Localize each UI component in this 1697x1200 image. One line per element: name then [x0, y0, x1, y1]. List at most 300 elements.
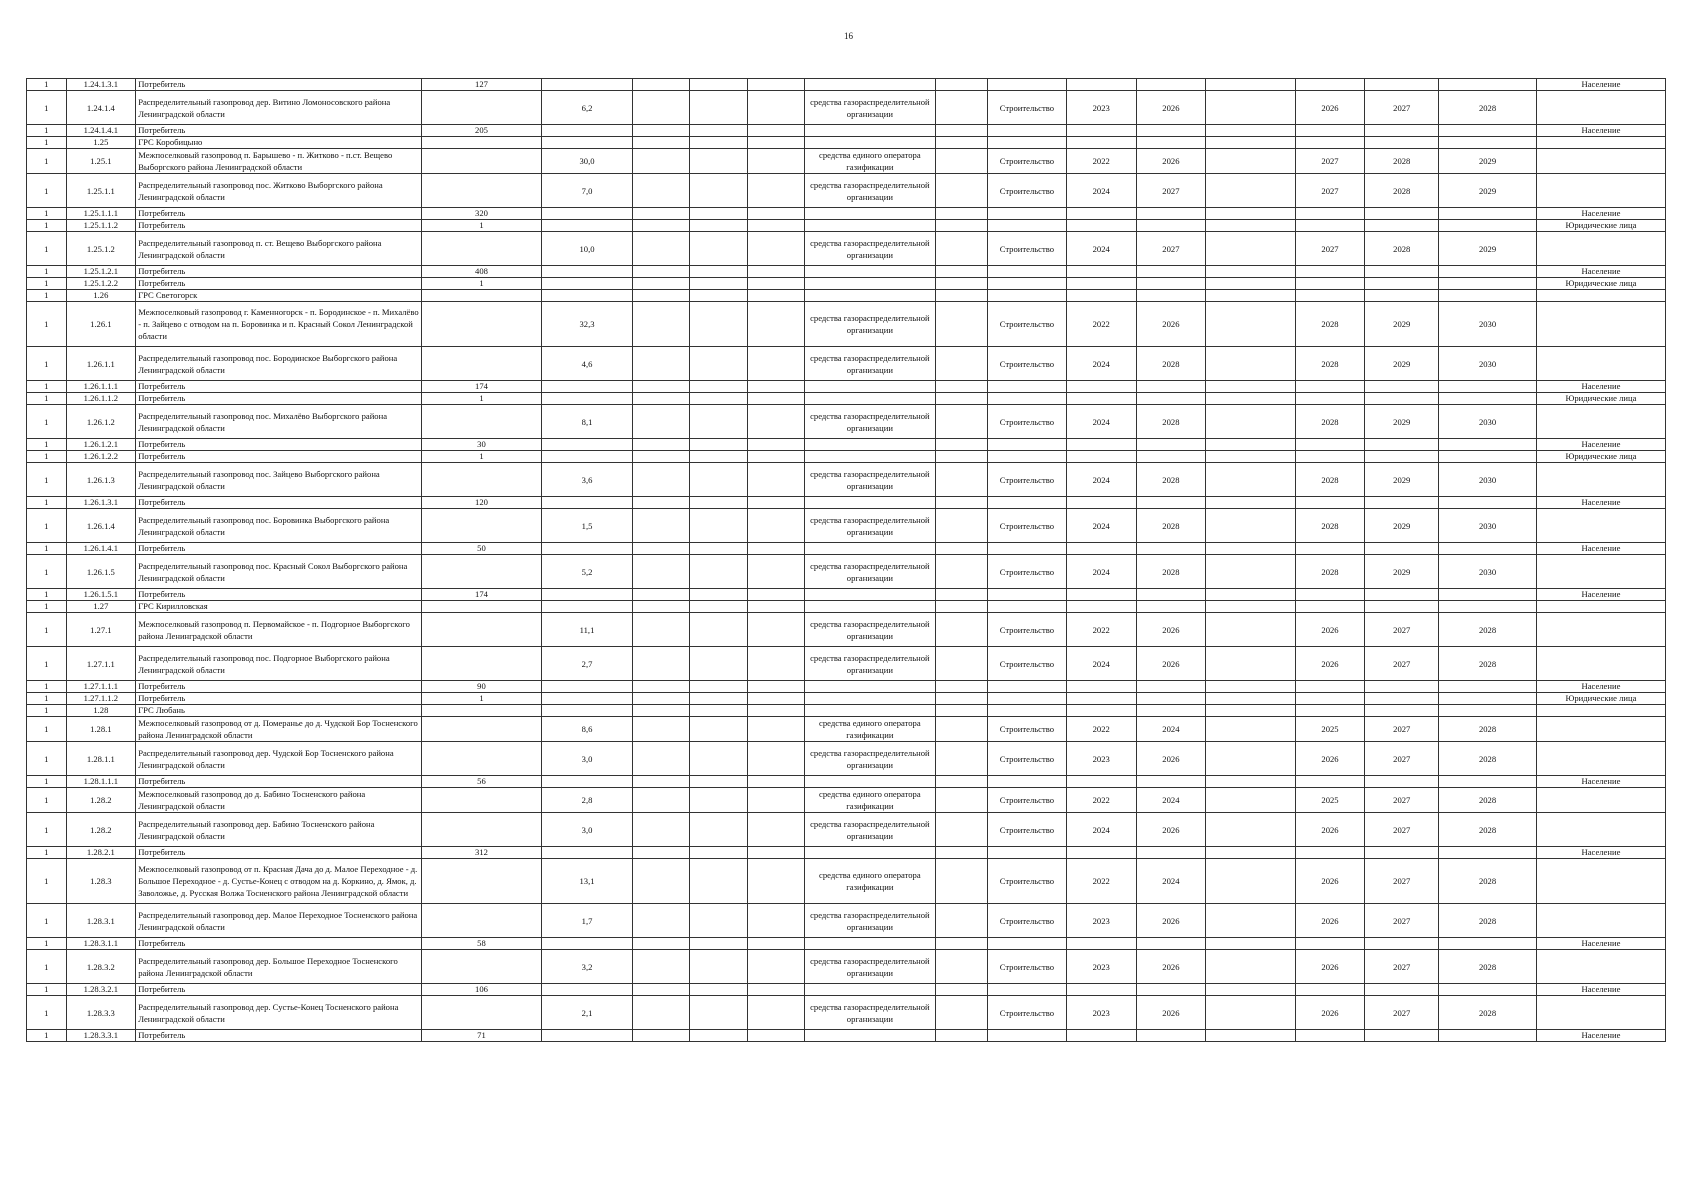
year-cell — [1295, 681, 1365, 693]
empty-cell — [633, 174, 690, 208]
length-cell — [541, 543, 633, 555]
table-row — [27, 278, 1666, 290]
year-cell: 2024 — [1066, 405, 1136, 439]
year-cell — [1295, 543, 1365, 555]
year-cell: 2028 — [1439, 950, 1537, 984]
length-cell — [541, 393, 633, 405]
row-code-cell: 1.28.3 — [66, 859, 136, 904]
funding-source-cell: средства газораспределительной организации — [804, 347, 935, 381]
year-cell — [1295, 938, 1365, 950]
empty-cell — [1206, 813, 1295, 847]
year-cell: 2028 — [1439, 613, 1537, 647]
empty-cell — [633, 613, 690, 647]
work-type-cell — [987, 439, 1066, 451]
work-type-cell — [987, 220, 1066, 232]
consumer-category-cell — [1536, 302, 1665, 347]
work-type-cell: Строительство — [987, 509, 1066, 543]
row-code-cell: 1.27.1.1.2 — [66, 693, 136, 705]
table-row — [27, 91, 1666, 125]
empty-cell — [690, 509, 747, 543]
row-name-cell: Потребитель — [136, 451, 422, 463]
row-code-cell: 1.26.1.4.1 — [66, 543, 136, 555]
empty-cell — [935, 681, 987, 693]
consumer-count-cell: 30 — [422, 439, 542, 451]
year-cell: 2024 — [1066, 509, 1136, 543]
empty-cell — [747, 717, 804, 742]
empty-cell — [935, 788, 987, 813]
funding-source-cell — [804, 266, 935, 278]
row-number-cell: 1 — [27, 996, 67, 1030]
row-number-cell: 1 — [27, 813, 67, 847]
consumer-category-cell — [1536, 174, 1665, 208]
row-code-cell: 1.24.1.4.1 — [66, 125, 136, 137]
empty-cell — [690, 717, 747, 742]
year-cell — [1136, 1030, 1206, 1042]
empty-cell — [633, 451, 690, 463]
empty-cell — [935, 705, 987, 717]
empty-cell — [633, 705, 690, 717]
work-type-cell — [987, 589, 1066, 601]
empty-cell — [690, 613, 747, 647]
year-cell: 2026 — [1295, 647, 1365, 681]
empty-cell — [1206, 79, 1295, 91]
empty-cell — [935, 984, 987, 996]
empty-cell — [633, 681, 690, 693]
work-type-cell: Строительство — [987, 613, 1066, 647]
table-row — [27, 859, 1666, 904]
empty-cell — [747, 79, 804, 91]
row-number-cell: 1 — [27, 847, 67, 859]
year-cell — [1439, 984, 1537, 996]
year-cell — [1439, 393, 1537, 405]
funding-source-cell: средства газораспределительной организации — [804, 613, 935, 647]
consumer-count-cell — [422, 91, 542, 125]
year-cell — [1136, 601, 1206, 613]
year-cell — [1365, 681, 1439, 693]
empty-cell — [633, 938, 690, 950]
empty-cell — [633, 278, 690, 290]
row-code-cell: 1.26.1.2 — [66, 405, 136, 439]
year-cell — [1066, 705, 1136, 717]
empty-cell — [935, 278, 987, 290]
work-type-cell — [987, 776, 1066, 788]
row-number-cell: 1 — [27, 589, 67, 601]
consumer-category-cell — [1536, 601, 1665, 613]
length-cell: 3,0 — [541, 813, 633, 847]
consumer-category-cell: Население — [1536, 984, 1665, 996]
empty-cell — [690, 439, 747, 451]
length-cell: 3,6 — [541, 463, 633, 497]
consumer-count-cell: 127 — [422, 79, 542, 91]
row-name-cell: Распределительный газопровод пос. Зайцево Выборгского района Ленинградской области — [136, 463, 422, 497]
consumer-category-cell — [1536, 705, 1665, 717]
empty-cell — [747, 137, 804, 149]
table-row — [27, 220, 1666, 232]
year-cell: 2022 — [1066, 859, 1136, 904]
year-cell — [1295, 137, 1365, 149]
empty-cell — [747, 984, 804, 996]
length-cell — [541, 381, 633, 393]
empty-cell — [935, 847, 987, 859]
work-type-cell: Строительство — [987, 302, 1066, 347]
table-row — [27, 463, 1666, 497]
row-name-cell: Потребитель — [136, 208, 422, 220]
funding-source-cell — [804, 543, 935, 555]
length-cell — [541, 220, 633, 232]
empty-cell — [747, 589, 804, 601]
empty-cell — [747, 393, 804, 405]
table-row — [27, 847, 1666, 859]
row-number-cell: 1 — [27, 174, 67, 208]
empty-cell — [935, 463, 987, 497]
row-code-cell: 1.25.1.1.1 — [66, 208, 136, 220]
row-name-cell: Распределительный газопровод дер. Малое Переходное Тосненского района Ленинградской области — [136, 904, 422, 938]
empty-cell — [747, 613, 804, 647]
empty-cell — [633, 91, 690, 125]
year-cell — [1365, 497, 1439, 509]
empty-cell — [747, 174, 804, 208]
empty-cell — [935, 302, 987, 347]
year-cell — [1136, 984, 1206, 996]
empty-cell — [633, 149, 690, 174]
consumer-category-cell: Юридические лица — [1536, 393, 1665, 405]
consumer-count-cell: 205 — [422, 125, 542, 137]
funding-source-cell: средства единого оператора газификации — [804, 717, 935, 742]
consumer-count-cell: 106 — [422, 984, 542, 996]
row-number-cell: 1 — [27, 302, 67, 347]
consumer-count-cell — [422, 290, 542, 302]
row-number-cell: 1 — [27, 776, 67, 788]
funding-source-cell — [804, 601, 935, 613]
consumer-count-cell — [422, 601, 542, 613]
empty-cell — [747, 813, 804, 847]
funding-source-cell: средства газораспределительной организации — [804, 813, 935, 847]
length-cell: 32,3 — [541, 302, 633, 347]
year-cell — [1365, 543, 1439, 555]
empty-cell — [633, 543, 690, 555]
year-cell: 2023 — [1066, 996, 1136, 1030]
year-cell — [1365, 208, 1439, 220]
work-type-cell — [987, 847, 1066, 859]
year-cell — [1439, 79, 1537, 91]
row-number-cell: 1 — [27, 705, 67, 717]
empty-cell — [1206, 497, 1295, 509]
empty-cell — [935, 996, 987, 1030]
funding-source-cell: средства газораспределительной организации — [804, 174, 935, 208]
length-cell: 1,7 — [541, 904, 633, 938]
empty-cell — [935, 693, 987, 705]
year-cell: 2028 — [1136, 463, 1206, 497]
empty-cell — [935, 405, 987, 439]
row-code-cell: 1.28.1.1.1 — [66, 776, 136, 788]
consumer-category-cell: Население — [1536, 439, 1665, 451]
empty-cell — [1206, 174, 1295, 208]
year-cell: 2029 — [1365, 555, 1439, 589]
row-code-cell: 1.26.1 — [66, 302, 136, 347]
funding-source-cell: средства газораспределительной организации — [804, 647, 935, 681]
year-cell — [1439, 589, 1537, 601]
empty-cell — [690, 278, 747, 290]
year-cell: 2028 — [1295, 555, 1365, 589]
year-cell — [1066, 381, 1136, 393]
empty-cell — [633, 859, 690, 904]
length-cell — [541, 278, 633, 290]
table-row — [27, 232, 1666, 266]
length-cell — [541, 984, 633, 996]
funding-source-cell — [804, 589, 935, 601]
table-row — [27, 950, 1666, 984]
empty-cell — [1206, 847, 1295, 859]
year-cell — [1295, 393, 1365, 405]
consumer-category-cell — [1536, 788, 1665, 813]
empty-cell — [690, 705, 747, 717]
row-name-cell: ГРС Любань — [136, 705, 422, 717]
empty-cell — [935, 220, 987, 232]
year-cell — [1365, 693, 1439, 705]
table-row — [27, 601, 1666, 613]
year-cell: 2026 — [1295, 91, 1365, 125]
year-cell — [1439, 497, 1537, 509]
year-cell: 2024 — [1066, 463, 1136, 497]
empty-cell — [690, 847, 747, 859]
empty-cell — [1206, 91, 1295, 125]
row-number-cell: 1 — [27, 984, 67, 996]
empty-cell — [633, 137, 690, 149]
consumer-count-cell — [422, 996, 542, 1030]
year-cell — [1439, 938, 1537, 950]
year-cell: 2027 — [1136, 232, 1206, 266]
year-cell: 2027 — [1136, 174, 1206, 208]
year-cell — [1066, 1030, 1136, 1042]
row-code-cell: 1.25.1.2.2 — [66, 278, 136, 290]
year-cell: 2026 — [1136, 302, 1206, 347]
row-name-cell: Распределительный газопровод пос. Подгорное Выборгского района Ленинградской области — [136, 647, 422, 681]
table-row — [27, 509, 1666, 543]
year-cell — [1365, 589, 1439, 601]
table-row — [27, 497, 1666, 509]
row-name-cell: Потребитель — [136, 220, 422, 232]
empty-cell — [633, 290, 690, 302]
empty-cell — [690, 451, 747, 463]
year-cell — [1365, 847, 1439, 859]
empty-cell — [1206, 788, 1295, 813]
year-cell — [1295, 208, 1365, 220]
consumer-count-cell: 408 — [422, 266, 542, 278]
year-cell — [1136, 681, 1206, 693]
consumer-category-cell — [1536, 717, 1665, 742]
consumer-count-cell — [422, 347, 542, 381]
year-cell — [1295, 439, 1365, 451]
row-number-cell: 1 — [27, 1030, 67, 1042]
work-type-cell: Строительство — [987, 647, 1066, 681]
empty-cell — [935, 555, 987, 589]
row-name-cell: Распределительный газопровод пос. Боровинка Выборгского района Ленинградской области — [136, 509, 422, 543]
work-type-cell: Строительство — [987, 174, 1066, 208]
empty-cell — [747, 938, 804, 950]
consumer-category-cell — [1536, 950, 1665, 984]
empty-cell — [633, 717, 690, 742]
empty-cell — [633, 302, 690, 347]
empty-cell — [690, 381, 747, 393]
row-name-cell: Потребитель — [136, 543, 422, 555]
row-number-cell: 1 — [27, 742, 67, 776]
row-code-cell: 1.24.1.3.1 — [66, 79, 136, 91]
consumer-category-cell — [1536, 290, 1665, 302]
row-number-cell: 1 — [27, 149, 67, 174]
empty-cell — [935, 647, 987, 681]
table-row — [27, 776, 1666, 788]
year-cell: 2027 — [1365, 742, 1439, 776]
table-row — [27, 149, 1666, 174]
row-number-cell: 1 — [27, 393, 67, 405]
empty-cell — [690, 91, 747, 125]
empty-cell — [1206, 266, 1295, 278]
year-cell: 2024 — [1066, 174, 1136, 208]
work-type-cell — [987, 137, 1066, 149]
empty-cell — [747, 647, 804, 681]
consumer-count-cell — [422, 859, 542, 904]
empty-cell — [1206, 613, 1295, 647]
table-row — [27, 393, 1666, 405]
year-cell — [1066, 693, 1136, 705]
year-cell: 2026 — [1136, 904, 1206, 938]
empty-cell — [690, 813, 747, 847]
empty-cell — [633, 266, 690, 278]
empty-cell — [747, 125, 804, 137]
length-cell — [541, 79, 633, 91]
row-code-cell: 1.25.1.2 — [66, 232, 136, 266]
year-cell: 2027 — [1365, 717, 1439, 742]
year-cell — [1136, 705, 1206, 717]
consumer-count-cell — [422, 813, 542, 847]
empty-cell — [747, 742, 804, 776]
empty-cell — [935, 439, 987, 451]
work-type-cell: Строительство — [987, 950, 1066, 984]
funding-source-cell — [804, 137, 935, 149]
row-name-cell: Распределительный газопровод пос. Бородинское Выборгского района Ленинградской области — [136, 347, 422, 381]
length-cell — [541, 451, 633, 463]
empty-cell — [690, 776, 747, 788]
empty-cell — [747, 681, 804, 693]
work-type-cell — [987, 266, 1066, 278]
table-row — [27, 693, 1666, 705]
empty-cell — [633, 439, 690, 451]
year-cell — [1295, 601, 1365, 613]
row-name-cell: Потребитель — [136, 439, 422, 451]
year-cell — [1439, 705, 1537, 717]
year-cell — [1066, 439, 1136, 451]
row-number-cell: 1 — [27, 266, 67, 278]
empty-cell — [935, 938, 987, 950]
year-cell — [1136, 589, 1206, 601]
funding-source-cell — [804, 125, 935, 137]
funding-source-cell: средства единого оператора газификации — [804, 149, 935, 174]
row-code-cell: 1.28.3.1 — [66, 904, 136, 938]
empty-cell — [1206, 984, 1295, 996]
year-cell — [1066, 451, 1136, 463]
year-cell: 2027 — [1365, 859, 1439, 904]
year-cell: 2028 — [1136, 555, 1206, 589]
empty-cell — [1206, 543, 1295, 555]
year-cell — [1066, 393, 1136, 405]
empty-cell — [690, 647, 747, 681]
consumer-category-cell: Население — [1536, 79, 1665, 91]
funding-source-cell — [804, 681, 935, 693]
year-cell — [1365, 776, 1439, 788]
table-row — [27, 613, 1666, 647]
year-cell: 2027 — [1365, 788, 1439, 813]
empty-cell — [1206, 220, 1295, 232]
row-code-cell: 1.26.1.4 — [66, 509, 136, 543]
empty-cell — [1206, 717, 1295, 742]
work-type-cell: Строительство — [987, 149, 1066, 174]
row-name-cell: Потребитель — [136, 393, 422, 405]
year-cell: 2024 — [1136, 859, 1206, 904]
empty-cell — [690, 405, 747, 439]
empty-cell — [747, 381, 804, 393]
empty-cell — [935, 266, 987, 278]
empty-cell — [690, 174, 747, 208]
consumer-category-cell: Население — [1536, 497, 1665, 509]
year-cell — [1136, 451, 1206, 463]
consumer-count-cell — [422, 705, 542, 717]
empty-cell — [1206, 555, 1295, 589]
empty-cell — [633, 950, 690, 984]
row-code-cell: 1.28.3.3 — [66, 996, 136, 1030]
empty-cell — [747, 266, 804, 278]
consumer-count-cell — [422, 647, 542, 681]
table-row — [27, 125, 1666, 137]
work-type-cell — [987, 984, 1066, 996]
consumer-category-cell: Население — [1536, 681, 1665, 693]
empty-cell — [690, 555, 747, 589]
row-name-cell: Потребитель — [136, 381, 422, 393]
year-cell: 2029 — [1439, 232, 1537, 266]
consumer-category-cell — [1536, 232, 1665, 266]
work-type-cell — [987, 693, 1066, 705]
empty-cell — [633, 788, 690, 813]
table-row — [27, 984, 1666, 996]
table-row — [27, 813, 1666, 847]
consumer-count-cell — [422, 149, 542, 174]
table-row — [27, 705, 1666, 717]
year-cell: 2022 — [1066, 613, 1136, 647]
year-cell — [1365, 266, 1439, 278]
length-cell — [541, 705, 633, 717]
row-number-cell: 1 — [27, 439, 67, 451]
year-cell — [1066, 79, 1136, 91]
consumer-category-cell — [1536, 509, 1665, 543]
year-cell — [1066, 220, 1136, 232]
year-cell — [1136, 776, 1206, 788]
consumer-count-cell — [422, 555, 542, 589]
row-code-cell: 1.25.1.1.2 — [66, 220, 136, 232]
empty-cell — [747, 208, 804, 220]
table-row — [27, 208, 1666, 220]
consumer-count-cell — [422, 613, 542, 647]
table-row — [27, 266, 1666, 278]
empty-cell — [1206, 589, 1295, 601]
consumer-count-cell: 50 — [422, 543, 542, 555]
empty-cell — [690, 393, 747, 405]
consumer-count-cell: 1 — [422, 451, 542, 463]
empty-cell — [633, 497, 690, 509]
work-type-cell: Строительство — [987, 555, 1066, 589]
table-row — [27, 589, 1666, 601]
consumer-category-cell — [1536, 347, 1665, 381]
row-name-cell: Распределительный газопровод дер. Бабино Тосненского района Ленинградской области — [136, 813, 422, 847]
empty-cell — [1206, 302, 1295, 347]
